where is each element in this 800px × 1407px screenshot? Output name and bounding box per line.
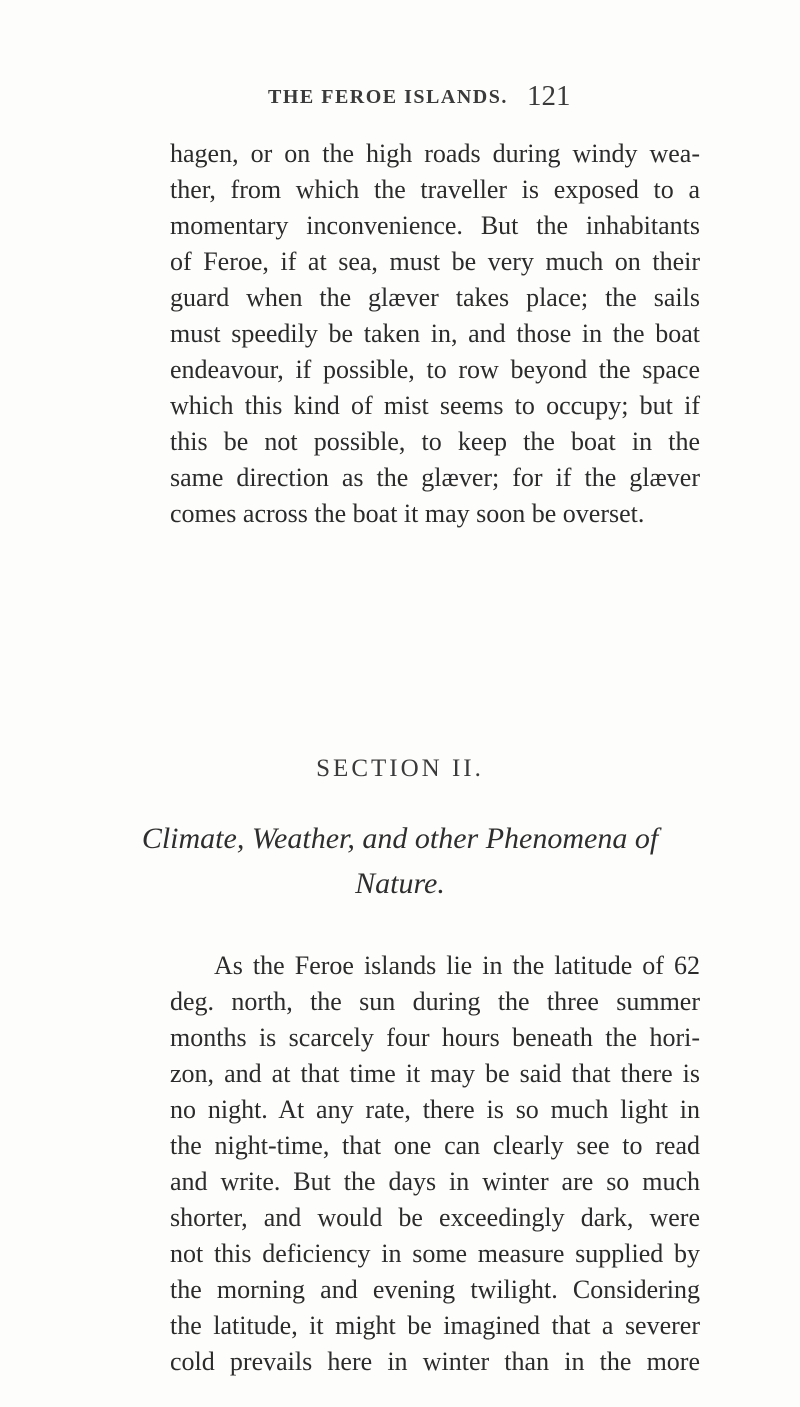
text-line: the latitude, it might be imagined that a severer (170, 1311, 700, 1340)
text-line: guard when the glæver takes place; the sails (170, 283, 700, 312)
text-line: months is scarcely four hours beneath the hori- (170, 1023, 700, 1052)
text-line: endeavour, if possible, to row beyond the space (170, 355, 700, 384)
text-line: deg. north, the sun during the three summer (170, 987, 700, 1016)
text-line: this be not possible, to keep the boat in the (170, 427, 700, 456)
text-line: hagen, or on the high roads during windy wea- (170, 139, 700, 168)
text-line: not this deficiency in some measure supplied by (170, 1239, 700, 1268)
text-line: the night-time, that one can clearly see to read (170, 1131, 700, 1160)
text-line: same direction as the glæver; for if the glæver (170, 463, 700, 492)
section-heading: SECTION II. (316, 755, 484, 782)
text-line: the morning and evening twilight. Considering (170, 1275, 700, 1304)
text-line: and write. But the days in winter are so much (170, 1167, 700, 1196)
text-line: which this kind of mist seems to occupy; but if (170, 391, 700, 420)
text-line: momentary inconvenience. But the inhabitants (170, 211, 700, 240)
text-line: ther, from which the traveller is exposed to a (170, 175, 700, 204)
text-line: zon, and at that time it may be said that there is (170, 1059, 700, 1088)
text-line: As the Feroe islands lie in the latitude of 62 (214, 951, 700, 980)
text-line: comes across the boat it may soon be overset. (170, 499, 645, 528)
page-number: 121 (527, 80, 571, 112)
text-line: cold prevails here in winter than in the more (170, 1347, 700, 1376)
section-subtitle-line1: Climate, Weather, and other Phenomena of (141, 822, 659, 855)
text-line: no night. At any rate, there is so much light in (170, 1095, 700, 1124)
text-line: shorter, and would be exceedingly dark, were (170, 1203, 700, 1232)
section-subtitle-line2: Nature. (355, 867, 445, 900)
text-line: must speedily be taken in, and those in the boat (170, 319, 700, 348)
text-line: of Feroe, if at sea, must be very much on their (170, 247, 700, 276)
running-head: THE FEROE ISLANDS. (268, 86, 508, 108)
